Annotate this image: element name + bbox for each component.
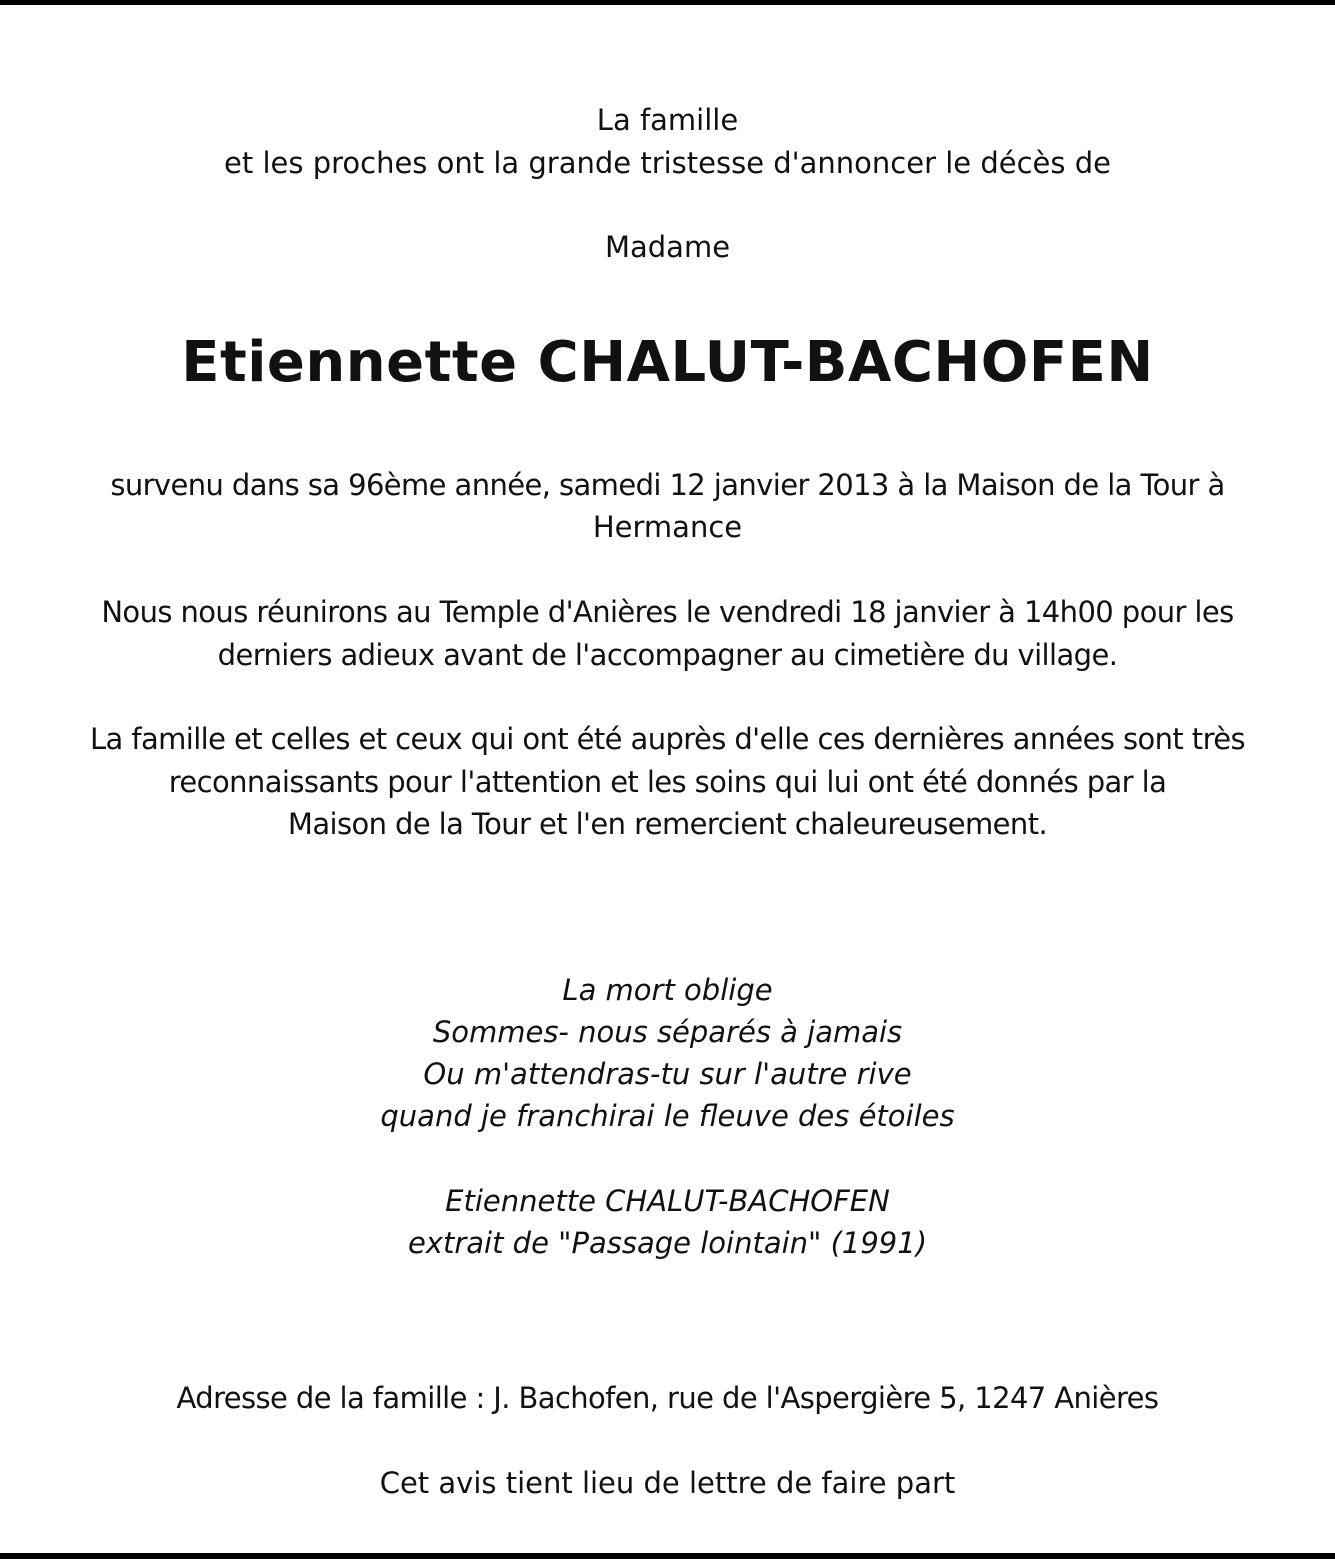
poem-line-2: Sommes- nous séparés à jamais: [432, 1015, 903, 1049]
poem-line-3: Ou m'attendras-tu sur l'autre rive: [423, 1057, 912, 1091]
poem-source: extrait de "Passage lointain" (1991): [407, 1226, 928, 1260]
ceremony-line-2: derniers adieux avant de l'accompagner au cimetière du village.: [217, 638, 1118, 672]
ceremony-line-1: Nous nous réunirons au Temple d'Anières le vendredi 18 janvier à 14h00 pour les: [101, 595, 1234, 629]
thanks-line-1: La famille et celles et ceux qui ont été auprès d'elle ces dernières années sont très: [89, 722, 1246, 756]
poem-line-1: La mort oblige: [562, 973, 773, 1007]
intro-line-2: et les proches ont la grande tristesse d'annoncer le décès de: [224, 146, 1111, 180]
intro-line-1: La famille: [596, 103, 739, 137]
thanks-line-2: reconnaissants pour l'attention et les soins qui lui ont été donnés par la: [168, 765, 1167, 799]
bottom-border-rule: [0, 1553, 1335, 1559]
death-notice-line-1: survenu dans sa 96ème année, samedi 12 janvier 2013 à la Maison de la Tour à: [110, 468, 1225, 502]
top-border-rule: [0, 0, 1335, 5]
poem-line-4: quand je franchirai le fleuve des étoiles: [380, 1099, 955, 1133]
thanks-line-3: Maison de la Tour et l'en remercient chaleureusement.: [287, 807, 1048, 841]
salutation: Madame: [604, 230, 731, 264]
family-address: Adresse de la famille : J. Bachofen, rue de l'Aspergière 5, 1247 Anières: [176, 1381, 1159, 1415]
death-notice-line-2: Hermance: [592, 510, 743, 544]
closing-note: Cet avis tient lieu de lettre de faire part: [379, 1466, 956, 1500]
poem-author: Etiennette CHALUT-BACHOFEN: [445, 1184, 890, 1218]
deceased-name: Etiennette CHALUT-BACHOFEN: [181, 330, 1154, 395]
